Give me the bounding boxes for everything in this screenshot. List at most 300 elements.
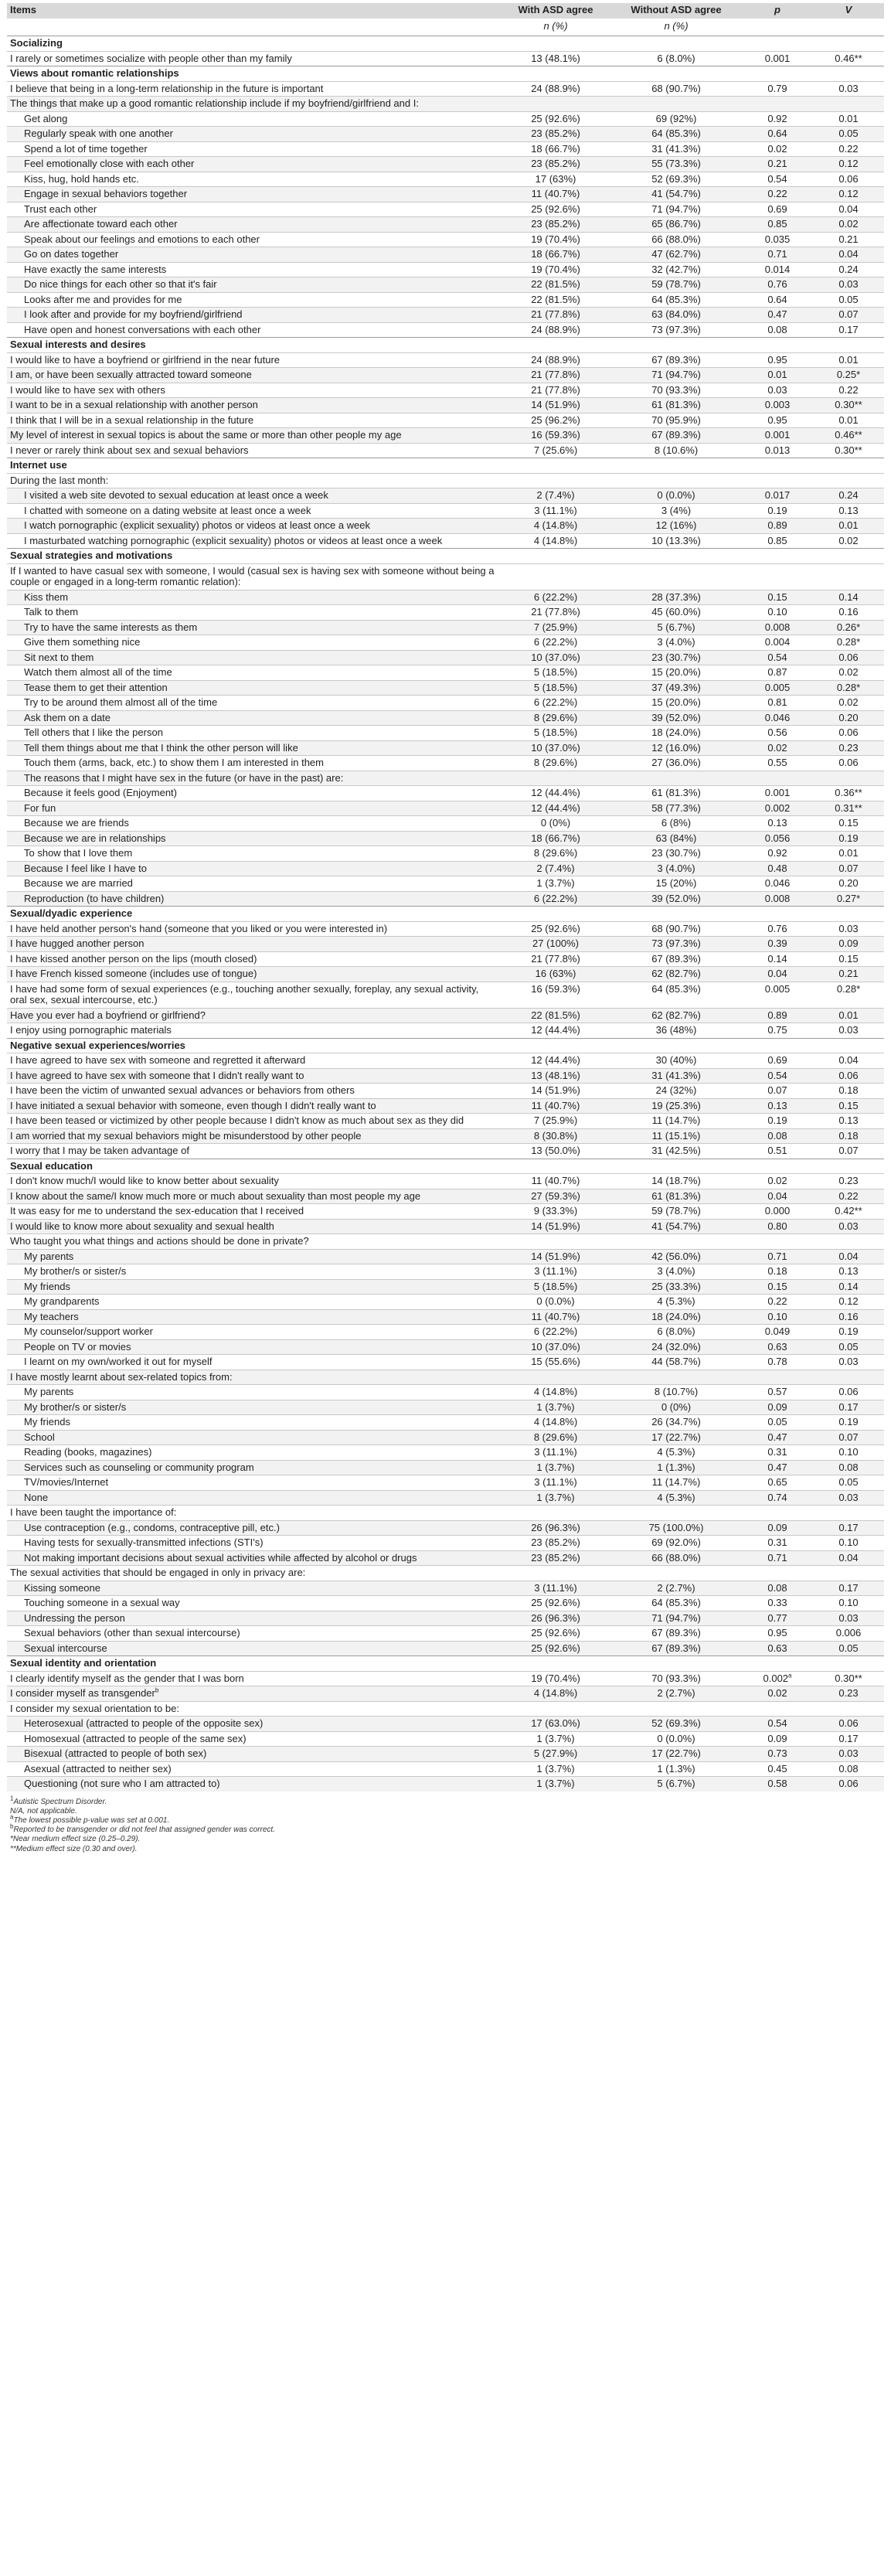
section-heading: Sexual identity and orientation [7,1656,884,1672]
v-value: 0.13 [838,504,859,516]
footnote-text: N/A, not applicable. [10,1806,77,1815]
v-value-cell [813,1536,884,1551]
p-value-cell [742,1641,813,1656]
v-value: 0.07 [838,308,859,320]
row-label: To show that I love them [24,847,133,859]
row-label: I worry that I may be taken advantage of [10,1145,189,1156]
without-asd-value-cell [610,1626,742,1642]
p-value-cell [742,831,813,846]
row-label: Feel emotionally close with each other [24,158,195,169]
with-asd-value-cell [501,1249,610,1264]
row-label-cell [7,413,501,428]
with-asd-value-cell [501,1550,610,1566]
row-label: I don't know much/I would like to know better about sexuality [10,1175,279,1186]
v-value: 0.21 [838,233,859,245]
v-value-cell [813,1671,884,1686]
v-value: 0.03 [838,1356,859,1367]
without-asd-value-cell [610,921,742,937]
with-asd-value: 23 (85.2%) [531,158,580,169]
section-heading: Sexual strategies and motivations [7,549,884,564]
row-label: Touch them (arms, back, etc.) to show them I am interested in them [24,757,324,768]
with-asd-value-cell [501,726,610,741]
p-value-cell [742,1204,813,1220]
p-value: 0.56 [767,727,787,738]
p-value: 0.95 [767,1627,787,1638]
with-asd-value: 4 (14.8%) [533,534,578,546]
header-with-asd: With ASD agree [501,3,610,19]
with-asd-value-cell [501,1174,610,1189]
v-value-cell [813,786,884,801]
without-asd-value-cell [610,831,742,846]
table-row [7,1084,884,1099]
row-label-cell [7,1596,501,1611]
p-value-cell [742,635,813,651]
table-row [7,533,884,549]
without-asd-value-cell [610,1144,742,1159]
row-label: Kiss them [24,590,69,603]
v-value-cell [813,563,884,590]
v-value-cell [813,1068,884,1084]
p-value-cell [742,292,813,308]
row-label: I consider my sexual orientation to be: [10,1702,179,1714]
p-value: 0.056 [764,832,791,844]
without-asd-value: 24 (32%) [655,1084,697,1096]
with-asd-value-cell [501,1339,610,1355]
without-asd-value-cell [610,398,742,413]
v-value-cell [813,1747,884,1762]
row-label: I consider myself as transgender [10,1687,155,1699]
row-label-cell [7,383,501,398]
without-asd-value-cell [610,1717,742,1732]
p-value-cell [742,1761,813,1777]
without-asd-value: 61 (81.3%) [651,399,701,410]
without-asd-value-cell [610,1295,742,1310]
v-value: 0.23 [838,741,859,754]
p-value-cell [742,232,813,247]
without-asd-value: 42 (56.0%) [651,1250,701,1262]
p-value: 0.07 [767,1084,787,1096]
v-value-cell [813,519,884,534]
row-label: I clearly identify myself as the gender that I was born [10,1672,244,1684]
p-value-cell [742,620,813,635]
table-body [7,36,884,1792]
v-value: 0.01 [838,847,859,859]
p-value: 0.80 [767,1220,787,1232]
p-value-cell [742,816,813,832]
with-asd-value-cell [501,1415,610,1431]
with-asd-value-cell [501,383,610,398]
v-value-cell [813,308,884,323]
row-label-cell [7,1084,501,1099]
v-value: 0.15 [838,1099,859,1111]
p-value-cell [742,1550,813,1566]
v-value: 0.07 [838,1145,859,1156]
table-row [7,1430,884,1445]
p-value-cell [742,428,813,444]
table-row [7,590,884,605]
row-label: Have exactly the same interests [24,263,167,275]
p-value: 0.71 [767,248,787,260]
p-value-cell [742,172,813,187]
with-asd-value: 27 (100%) [532,938,579,949]
v-value-cell [813,680,884,696]
row-label: Reproduction (to have children) [24,892,165,904]
v-value-cell [813,262,884,277]
p-value-cell [742,1747,813,1762]
row-label-cell [7,1309,501,1325]
row-label: Having tests for sexually-transmitted infections (STI's) [24,1536,264,1548]
without-asd-value: 41 (54.7%) [651,1220,701,1232]
without-asd-value: 4 (5.3%) [657,1295,695,1307]
without-asd-value: 18 (24.0%) [651,727,701,738]
row-label-cell [7,503,501,519]
p-value: 0.71 [767,1551,787,1564]
p-value: 0.87 [767,666,787,678]
header-p-label: p [774,4,780,15]
table-row [7,951,884,967]
p-value-cell [742,503,813,519]
p-value: 0.013 [764,444,791,456]
v-value-cell [813,1641,884,1656]
row-label-cell [7,292,501,308]
table-row [7,1144,884,1159]
v-value-cell [813,1279,884,1295]
table-row [7,1068,884,1084]
with-asd-value: 23 (85.2%) [531,1551,580,1564]
with-asd-value: 11 (40.7%) [531,1310,580,1322]
row-label: Spend a lot of time together [24,142,148,155]
p-value: 0.95 [767,413,787,426]
without-asd-value: 15 (20.0%) [651,666,701,678]
with-asd-value: 5 (18.5%) [533,727,578,738]
table-row [7,428,884,444]
p-value: 0.10 [767,606,787,618]
with-asd-value-cell [501,876,610,892]
without-asd-value: 64 (85.3%) [651,1597,701,1608]
footnote-marker: b [155,1686,159,1694]
with-asd-value: 23 (85.2%) [531,218,580,230]
p-value-cell [742,982,813,1008]
v-value: 0.46** [835,429,862,441]
row-label: People on TV or movies [24,1340,131,1353]
with-asd-value-cell [501,352,610,368]
without-asd-value: 71 (94.7%) [651,1611,701,1624]
p-value: 0.92 [767,847,787,859]
with-asd-value: 22 (81.5%) [531,278,580,290]
row-label: Sit next to them [24,651,94,663]
with-asd-value: 11 (40.7%) [531,1175,580,1186]
row-label: Engage in sexual behaviors together [24,188,188,199]
v-value-cell [813,921,884,937]
p-value-cell [742,1520,813,1536]
subheader-p-empty [742,19,813,36]
without-asd-value-cell [610,1189,742,1204]
without-asd-value-cell [610,157,742,172]
row-label-cell [7,771,501,786]
without-asd-value: 1 (1.3%) [657,1461,695,1473]
p-value: 0.004 [764,636,791,648]
table-row [7,217,884,233]
table-row [7,1128,884,1144]
without-asd-value: 19 (25.3%) [651,1099,701,1111]
row-label-cell [7,262,501,277]
with-asd-value: 16 (63%) [535,968,576,979]
row-label-cell [7,519,501,534]
v-value-cell [813,816,884,832]
row-label-cell [7,1204,501,1220]
row-label: My friends [24,1280,70,1292]
without-asd-value-cell [610,1068,742,1084]
row-label: I have held another person's hand (someone that you liked or you were interested in) [10,922,388,934]
row-label: Looks after me and provides for me [24,293,182,305]
without-asd-value: 67 (89.3%) [651,952,701,965]
section-heading: Negative sexual experiences/worries [7,1038,884,1053]
row-label: Because it feels good (Enjoyment) [24,787,177,798]
v-value-cell [813,1490,884,1506]
row-label-cell [7,1761,501,1777]
p-value: 0.54 [767,172,787,185]
with-asd-value: 19 (70.4%) [531,263,580,275]
p-value: 0.45 [767,1762,787,1775]
without-asd-value: 61 (81.3%) [651,787,701,798]
with-asd-value-cell [501,1581,610,1596]
row-label-cell [7,202,501,217]
without-asd-value-cell [610,1550,742,1566]
without-asd-value-cell [610,1370,742,1385]
row-label: My level of interest in sexual topics is about the same or more than other people my age [10,429,402,441]
row-label-cell [7,831,501,846]
row-label: I am, or have been sexually attracted toward someone [10,369,252,380]
p-value-cell [742,202,813,217]
table-row [7,563,884,590]
v-value-cell [813,710,884,726]
without-asd-value-cell [610,217,742,233]
with-asd-value-cell [501,519,610,534]
footnote [10,1835,881,1844]
table-row [7,1098,884,1114]
v-value: 0.18 [838,1129,859,1142]
row-label: It was easy for me to understand the sex-education that I received [10,1205,304,1217]
p-value: 0.71 [767,1250,787,1262]
without-asd-value: 44 (58.7%) [651,1356,701,1367]
v-value: 0.05 [838,1340,859,1353]
p-value-cell [742,710,813,726]
without-asd-value: 0 (0.0%) [657,489,695,501]
p-value: 0.79 [767,82,787,94]
without-asd-value: 14 (18.7%) [651,1175,701,1186]
p-value-cell [742,876,813,892]
section-heading-row [7,1656,884,1672]
row-label: I have agreed to have sex with someone that I didn't really want to [10,1069,304,1081]
p-value-cell [742,1596,813,1611]
table-row [7,111,884,127]
without-asd-value-cell [610,1701,742,1717]
p-value-cell [742,1174,813,1189]
without-asd-value: 63 (84%) [655,832,697,844]
v-value: 0.28* [836,636,861,648]
without-asd-value-cell [610,1777,742,1792]
row-label-cell [7,665,501,681]
without-asd-value: 64 (85.3%) [651,293,701,305]
v-value: 0.06 [838,1717,859,1729]
with-asd-value-cell [501,1008,610,1023]
without-asd-value-cell [610,1581,742,1596]
without-asd-value-cell [610,1355,742,1370]
p-value: 0.73 [767,1747,787,1759]
v-value: 0.30** [835,444,862,456]
v-value-cell [813,202,884,217]
row-label-cell [7,1400,501,1415]
table-row [7,1701,884,1717]
row-label-cell [7,97,501,112]
row-label-cell [7,398,501,413]
v-value-cell [813,1234,884,1250]
row-label: I never or rarely think about sex and sexual behaviors [10,444,249,456]
p-value-cell [742,665,813,681]
without-asd-value: 3 (4.0%) [657,636,695,648]
without-asd-value: 31 (41.3%) [651,142,701,155]
table-row [7,1008,884,1023]
with-asd-value: 3 (11.1%) [534,1265,577,1277]
without-asd-value: 2 (2.7%) [657,1687,695,1699]
v-value: 0.06 [838,727,859,738]
v-value: 0.23 [838,1687,859,1699]
table-row [7,1475,884,1491]
p-value: 0.02 [767,142,787,155]
p-value: 0.14 [767,952,787,965]
row-label-cell [7,1445,501,1461]
with-asd-value-cell [501,1144,610,1159]
p-value-cell [742,1189,813,1204]
v-value: 0.03 [838,1611,859,1624]
table-row [7,831,884,846]
v-value: 0.06 [838,757,859,768]
without-asd-value-cell [610,352,742,368]
p-value: 0.92 [767,112,787,124]
row-label-cell [7,650,501,665]
table-row [7,1550,884,1566]
with-asd-value-cell [501,503,610,519]
row-label-cell [7,1717,501,1732]
footnote-text: *Near medium effect size (0.25–0.29). [10,1835,141,1844]
row-label: TV/movies/Internet [24,1476,109,1488]
table-row [7,1023,884,1039]
table-row [7,620,884,635]
v-value: 0.05 [838,1476,859,1488]
without-asd-value: 65 (86.7%) [651,218,701,230]
without-asd-value-cell [610,1596,742,1611]
v-value: 0.04 [838,248,859,260]
v-value-cell [813,473,884,488]
with-asd-value: 2 (7.4%) [536,489,575,501]
p-value-cell [742,443,813,458]
without-asd-value-cell [610,1249,742,1264]
without-asd-value: 67 (89.3%) [651,353,701,366]
table-row [7,1370,884,1385]
row-label-cell [7,187,501,202]
v-value-cell [813,1460,884,1475]
table-row [7,81,884,97]
p-value: 0.08 [767,1129,787,1142]
v-value-cell [813,232,884,247]
v-value-cell [813,292,884,308]
with-asd-value: 6 (22.2%) [533,590,578,603]
with-asd-value-cell [501,921,610,937]
table-row [7,232,884,247]
v-value: 0.46** [835,52,862,64]
v-value: 0.01 [838,112,859,124]
footnote [10,1807,881,1816]
p-value: 0.002 [763,1672,789,1684]
v-value: 0.27* [836,892,861,904]
without-asd-value-cell [610,1761,742,1777]
p-value-cell [742,1144,813,1159]
with-asd-value-cell [501,1370,610,1385]
row-label-cell [7,1189,501,1204]
row-label-cell [7,1174,501,1189]
v-value-cell [813,1550,884,1566]
v-value: 0.20 [838,877,859,889]
table-row [7,786,884,801]
p-value: 0.035 [764,233,791,245]
p-value: 0.014 [764,263,791,275]
p-value-cell [742,1295,813,1310]
with-asd-value: 1 (3.7%) [536,1778,575,1789]
row-label-cell [7,696,501,711]
v-value-cell [813,1596,884,1611]
without-asd-value-cell [610,1475,742,1491]
v-value-cell [813,605,884,621]
v-value: 0.09 [838,938,859,949]
p-value-cell [742,1430,813,1445]
p-value-cell [742,1626,813,1642]
p-value-cell [742,383,813,398]
row-label: I would like to have a boyfriend or girlfriend in the near future [10,353,281,366]
p-value-cell [742,921,813,937]
p-value: 0.08 [767,1581,787,1594]
row-label: I want to be in a sexual relationship with another person [10,399,258,410]
p-value: 0.046 [764,711,791,723]
without-asd-value: 5 (6.7%) [657,621,695,633]
with-asd-value: 10 (37.0%) [531,651,580,663]
p-value-cell [742,1611,813,1626]
without-asd-value: 17 (22.7%) [651,1431,701,1443]
without-asd-value: 8 (10.7%) [654,1386,699,1397]
p-value-cell [742,398,813,413]
p-value: 0.09 [767,1732,787,1744]
table-row [7,1731,884,1747]
p-value: 0.03 [767,383,787,396]
p-value-cell [742,1279,813,1295]
p-value: 0.001 [764,787,791,798]
v-value-cell [813,127,884,142]
v-value: 0.31** [835,801,862,814]
p-value: 0.18 [767,1265,787,1277]
table-row [7,937,884,952]
footnote-marker: b [10,1822,14,1830]
table-row [7,982,884,1008]
with-asd-value: 0 (0%) [540,817,571,829]
with-asd-value-cell [501,1430,610,1445]
v-value: 0.19 [838,1325,859,1337]
row-label-cell [7,1581,501,1596]
with-asd-value: 11 (40.7%) [531,1099,580,1111]
with-asd-value: 25 (92.6%) [531,1642,580,1654]
p-value-cell [742,1114,813,1129]
row-label: Reading (books, magazines) [24,1446,152,1458]
v-value-cell [813,726,884,741]
table-row [7,202,884,217]
